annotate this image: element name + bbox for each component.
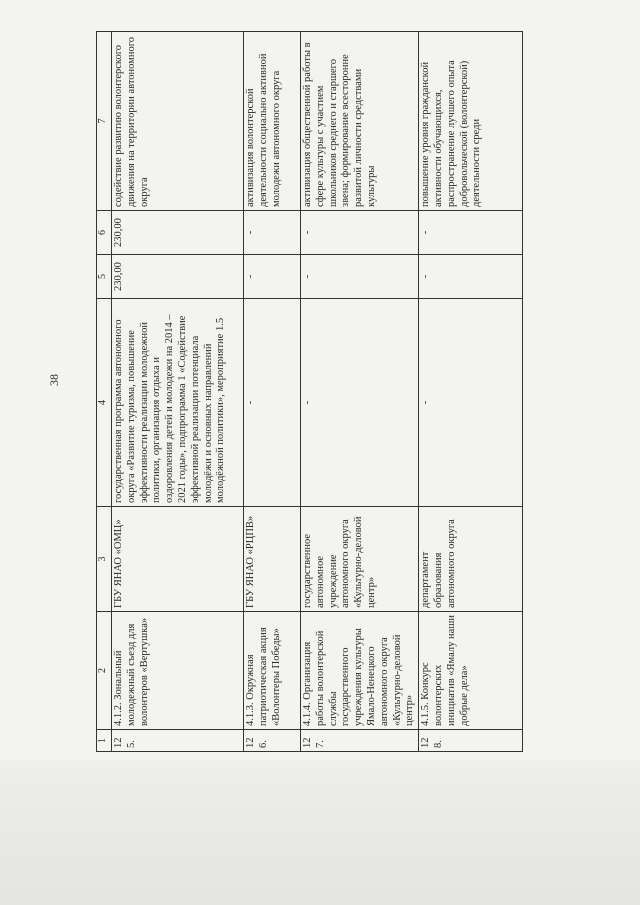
table-row (301, 32, 419, 752)
row-number: 126. (244, 730, 301, 752)
header-cell: 2 (97, 612, 112, 730)
amount-budget: 230,00 (112, 211, 244, 255)
program-source: - (419, 299, 523, 507)
page-number: 38 (47, 374, 61, 386)
header-cell: 7 (97, 32, 112, 211)
header-cell: 6 (97, 211, 112, 255)
rotated-table-wrapper (96, 32, 616, 752)
executor: ГБУ ЯНАО «ОМЦ» (112, 507, 244, 612)
row-number: 125. (112, 730, 244, 752)
event-name: 4.1.5. Конкурс волонтерских инициатив «Ямалу наши добрые дела» (419, 612, 523, 730)
program-source: государственная программа автономного округа «Развитие туризма, повышение эффективности реализации молодежной политики, организация отдыха и оздоровления детей и молодежи на 2014 – 2021 годы», подпрограмма 1 «Содействие эффективной реализации потенциала молодёжи и основных направлений молодёжной политики», мероприятие 1.5 (112, 299, 244, 507)
amount-budget: - (244, 211, 301, 255)
amount-total: - (244, 255, 301, 299)
header-cell: 1 (97, 730, 112, 752)
program-source: - (301, 299, 419, 507)
table-row (419, 32, 523, 752)
expected-result: повышение уровня гражданской активности обучающихся, распространение лучшего опыта добровольческой (волонтерской) деятельности среди (419, 32, 523, 211)
event-name: 4.1.3. Окружная патриотическая акция «Волонтеры Победы» (244, 612, 301, 730)
amount-budget: - (301, 211, 419, 255)
header-cell: 3 (97, 507, 112, 612)
amount-total: - (301, 255, 419, 299)
expected-result: активизация общественной работы в сфере культуры с участием школьников среднего и старшего звена; формирование всесторонне развитой личности средствами культуры (301, 32, 419, 211)
table-row (244, 32, 301, 752)
executor: государственное автономное учреждение автономного округа «Культурно-деловой центр» (301, 507, 419, 612)
amount-total: 230,00 (112, 255, 244, 299)
program-source: - (244, 299, 301, 507)
page-margin (0, 760, 640, 905)
header-cell: 4 (97, 299, 112, 507)
executor: департамент образования автономного округа (419, 507, 523, 612)
header-cell: 5 (97, 255, 112, 299)
expected-result: содействие развитию волонтерского движения на территории автономного округа (112, 32, 244, 211)
table-row (112, 32, 244, 752)
event-name: 4.1.4. Организация работы волонтерской службы государственного учреждения культуры Ямало-Ненецкого автономного округа «Культурно-деловой центр» (301, 612, 419, 730)
row-number: 128. (419, 730, 523, 752)
amount-total: - (419, 255, 523, 299)
row-number: 127. (301, 730, 419, 752)
amount-budget: - (419, 211, 523, 255)
executor: ГБУ ЯНАО «РЦПВ» (244, 507, 301, 612)
header-row (97, 32, 112, 752)
event-name: 4.1.2. Зональный молодежный съезд для волонтеров «Вертушка» (112, 612, 244, 730)
expected-result: активизация волонтерской деятельности социально активной молодежи автономного округа (244, 32, 301, 211)
program-table (96, 31, 523, 752)
